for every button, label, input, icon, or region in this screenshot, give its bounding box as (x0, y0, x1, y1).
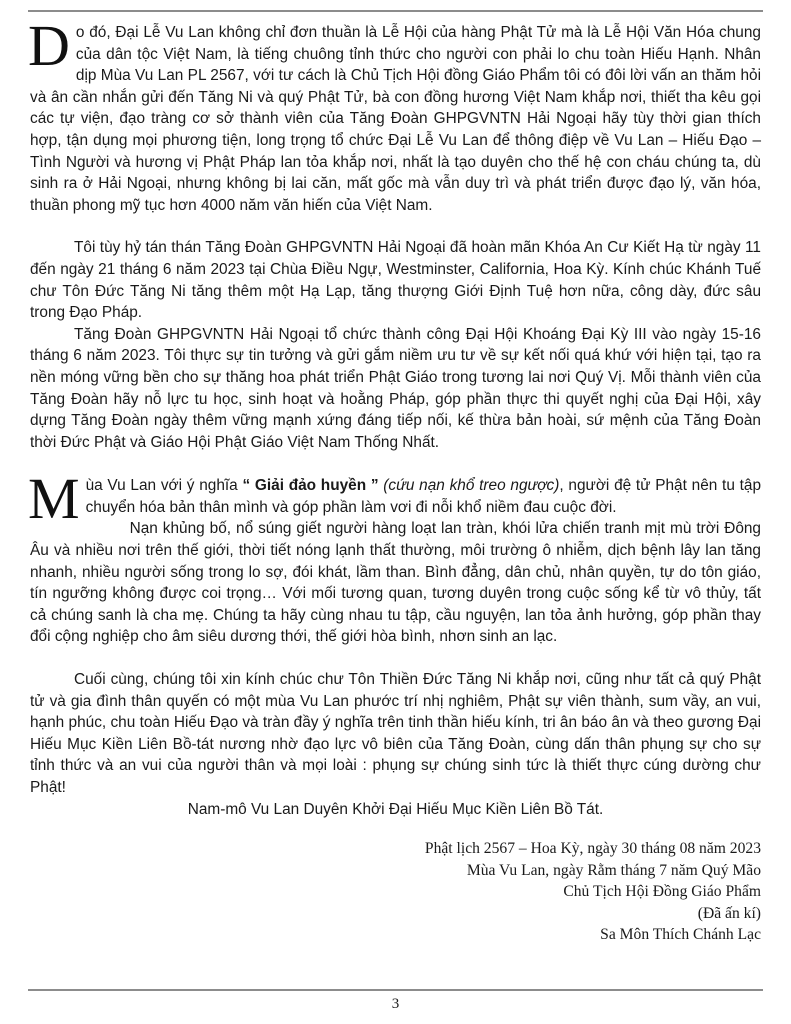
paragraph-4-quote: “ Giải đảo huyền ” (242, 477, 379, 495)
paragraph-1 (28, 13, 761, 216)
signature-lunar-date: Mùa Vu Lan, ngày Rằm tháng 7 năm Quý Mão (466, 861, 761, 879)
paragraph-3: Tăng Đoàn GHPGVNTN Hải Ngoại tổ chức thành công Đại Hội Khoáng Đại Kỳ III vào ngày 15-16 tháng 6 năm 2023. Tôi thực sự tin tưởng và gửi gắm niềm ưu tư về sự kết nối quá khứ với hiện tại, tạo ra nền móng vững bền cho sự thăng hoa phát triển Phật Giáo trong tương lai nơi Quý Vị. Mỗi thành viên của Tăng Đoàn hãy nỗ lực tu học, sinh hoạt và hoằng Pháp, góp phần thực thi quyết nghị của Đại Hội, xây dựng Tăng Đoàn ngày thêm vững mạnh xứng đáng tiếp nối, kế thừa bản hoài, sứ mệnh của Tăng Đoàn thời Đức Phật và Giáo Hội Phật Giáo Việt Nam Thống Nhất. (30, 325, 761, 451)
signature-date: Phật lịch 2567 – Hoa Kỳ, ngày 30 tháng 08 năm 2023 (424, 840, 761, 857)
paragraph-4-rest: , người đệ tử Phật nên tu tập chuyển hóa bản thân mình và góp phần làm vơi đi nỗi khổ niềm đau cuộc đời. (85, 477, 762, 516)
signature-title: Chủ Tịch Hội Đồng Giáo Phẩm (563, 883, 761, 901)
signature-block (425, 838, 761, 946)
drop-cap-d: D (28, 13, 70, 78)
page-number: 3 (391, 996, 400, 1012)
bottom-divider (28, 989, 763, 991)
drop-cap-m: M (28, 466, 80, 532)
paragraph-5: Nạn khủng bố, nổ súng giết người hàng loạt lan tràn, khói lửa chiến tranh mịt mù trời Đông Âu và nhiều nơi trên thế giới, thời tiết nóng lạnh thất thường, môi trường ô nhiễm, dịch bệnh lây lan tăng nhanh, nhiều người sống trong lo sợ, đói khát, lầm than. Bình đẳng, dân chủ, nhân quyền, tự do tôn giáo, tín ngưỡng không được coi trọng… Với mối tương quan, tương duyên trong cuộc sống kể từ vô thủy, tất cả chúng sanh là cha mẹ. Chúng ta hãy cùng nhau tu tập, cầu nguyện, lan tỏa ảnh hưởng, góp phần thay đổi cộng nghiệp cho âm siêu dương thới, thế giới hòa bình, nhơn sinh an lạc. (30, 520, 761, 646)
closing-invocation: Nam-mô Vu Lan Duyên Khởi Đại Hiếu Mục Kiền Liên Bồ Tát. (187, 800, 604, 818)
paragraph-2: Tôi tùy hỷ tán thán Tăng Đoàn GHPGVNTN Hải Ngoại đã hoàn mãn Khóa An Cư Kiết Hạ từ ngày 11 đến ngày 21 tháng 6 năm 2023 tại Chùa Điều Ngự, Westminster, California, Hoa Kỳ. Kính chúc Khánh Tuế chư Tôn Đức Tăng Ni tăng thêm một Hạ Lạp, tăng thượng Giới Định Tuệ hơn nữa, công dày, đức sâu trong Đạo Pháp. (30, 239, 761, 322)
letter-body (28, 13, 762, 820)
paragraph-4 (28, 466, 762, 532)
top-divider (28, 10, 763, 12)
signature-sealed: (Đã ấn kí) (697, 904, 761, 922)
paragraph-1-text: o đó, Đại Lễ Vu Lan không chỉ đơn thuần là Lễ Hội của hàng Phật Tử mà là Lễ Hội Văn Hóa chung của dân tộc Việt Nam, là tiếng chuông tỉnh thức cho người con phải lo chu toàn Hiếu Hạnh. Nhân dịp Mùa Vu Lan PL 2567, với tư cách là Chủ Tịch Hội đồng Giáo Phẩm tôi có đôi lời vấn an thăm hỏi và ân cần nhắn gửi đến Tăng Ni và quý Phật Tử, bà con đồng hương Việt Nam khắp nơi, thiết tha kêu gọi các tự viện, đạo tràng cơ sở thành viên của Tăng Đoàn GHPGVNTN Hải Ngoại hãy tùy thời gian thích hợp, tận dụng mọi phương tiện, long trọng tổ chức Đại Lễ Vu Lan để thông điệp về Vu Lan – Hiếu Đạo – Tình Người và hương vị Phật Pháp lan tỏa khắp nơi, nhất là tạo duyên cho thế hệ con cháu chúng ta, dù sinh ra ở Hải Ngoại, nhưng không bị lai căn, mất gốc mà vẫn duy trì và phát triển được đạo lý, văn hóa, thuần phong mỹ tục hơn 4000 năm văn hiến của Việt Nam. (30, 24, 761, 214)
paragraph-4-gloss: (cứu nạn khổ treo ngược) (378, 477, 560, 495)
paragraph-6: Cuối cùng, chúng tôi xin kính chúc chư Tôn Thiền Đức Tăng Ni khắp nơi, cũng như tất cả quý Phật tử và gia đình thân quyến có một mùa Vu Lan phước trí nhị nghiêm, Phật sự viên thành, sum vầy, an vui, hạnh phúc, chu toàn Hiếu Đạo và tràn đầy ý nghĩa trên tinh thần hiếu kính, tri ân báo ân và theo gương Đại Hiếu Mục Kiền Liên Bồ-tát nương nhờ đạo lực vô biên của Tăng Đoàn, cùng dấn thân phụng sự cho sự tỉnh thức và an vui của người thân và mọi loài : phụng sự chúng sinh tức là thiết thực cúng dường chư Phật! (30, 671, 761, 796)
signature-name: Sa Môn Thích Chánh Lạc (600, 926, 761, 944)
paragraph-4-lead: ùa Vu Lan với ý nghĩa (85, 477, 243, 495)
